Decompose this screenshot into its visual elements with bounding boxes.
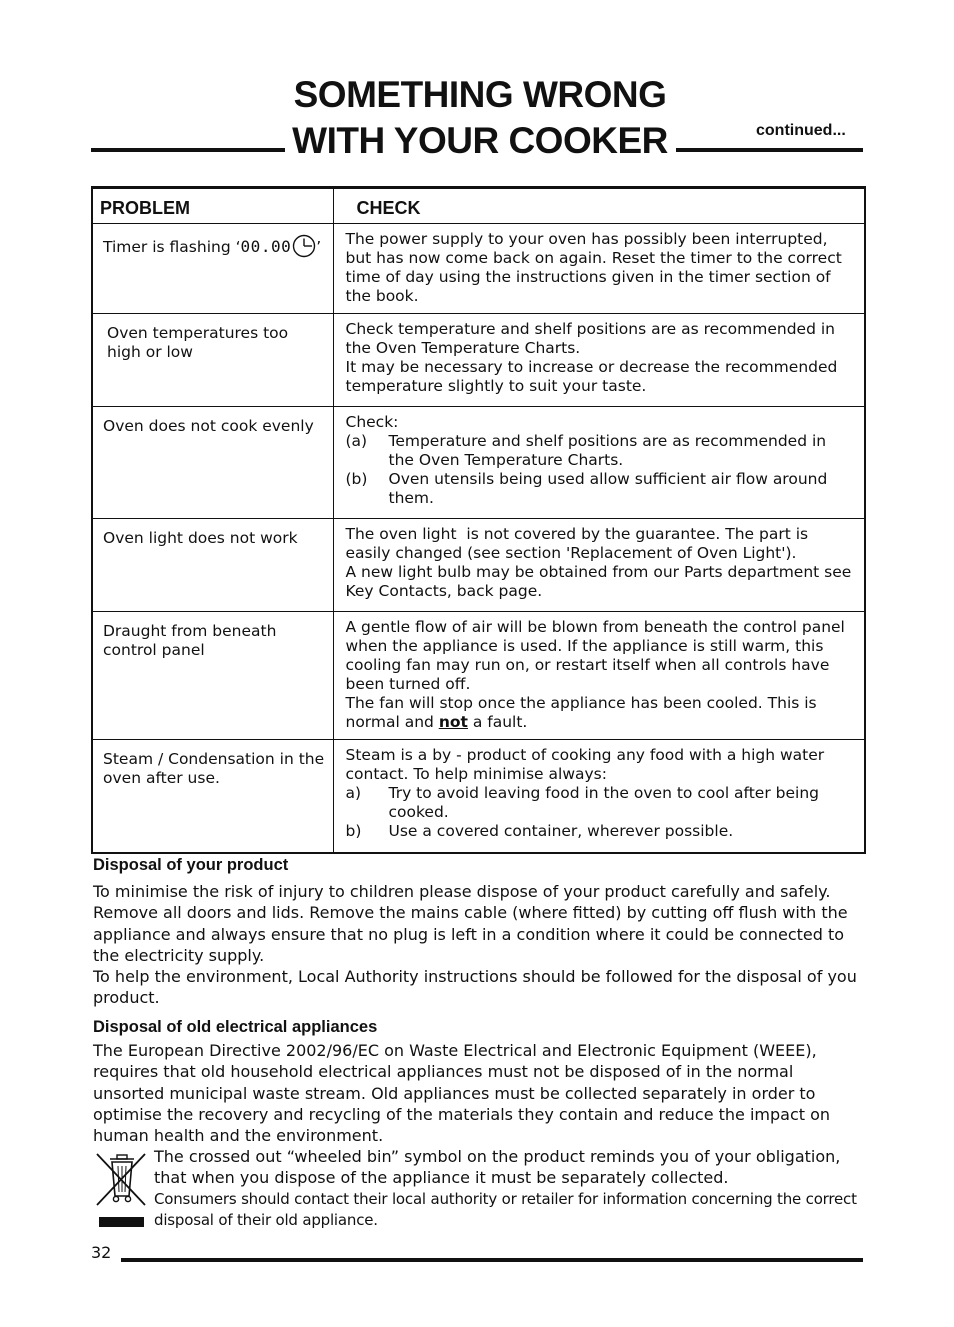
check-cell — [333, 519, 865, 612]
disposal-weee-text — [93, 1040, 863, 1146]
list-item — [346, 822, 855, 841]
list-item-text: Try to avoid leaving food in the oven to cool after being cooked. — [388, 784, 819, 821]
continued-label: continued... — [756, 122, 846, 139]
disposal-product-text — [93, 881, 863, 1009]
column-header-check: CHECK — [333, 188, 865, 224]
emphasis-not: not — [438, 713, 468, 731]
check-text: A gentle flow of air will be blown from beneath the control panel when the appliance is used. If the appliance is still warm, this cooling fan may run on, or restart itself when all controls have been turned off. — [345, 618, 845, 693]
problem-text: Timer is flashing — [103, 238, 231, 256]
check-cell — [333, 224, 865, 314]
problem-text: Oven temperatures too high or low — [107, 324, 289, 361]
check-cell — [333, 407, 865, 519]
paragraph: Consumers should contact their local authority or retailer for information concerning the correct disposal of their old appliance. — [154, 1189, 857, 1229]
timer-quote-open: ‘ — [235, 238, 241, 256]
list-item — [346, 470, 855, 508]
timer-display: 00.00 — [240, 237, 292, 256]
table-row — [92, 519, 865, 612]
footer-rule — [121, 1258, 863, 1262]
list-item-label: (a) — [345, 432, 368, 450]
disposal-product-heading: Disposal of your product — [93, 856, 289, 874]
problem-text: Oven does not cook evenly — [103, 417, 314, 435]
paragraph: To minimise the risk of injury to children please dispose of your product carefully and safely. Remove all doors and lids. Remove the mains cable (where fitted) by cutting off flush with the appliance and always ensure that no plug is left in a condition where it could be connected to the electricity supply. — [93, 882, 848, 965]
timer-quote-close: ’ — [316, 238, 322, 256]
check-text: The power supply to your oven has possibly been interrupted, but has now come back on again. Reset the timer to the correct time of day using the instructions given in the timer section of the book. — [345, 230, 842, 305]
table-header-row — [92, 188, 865, 224]
check-text-post: a fault. — [467, 713, 528, 731]
paragraph: The crossed out “wheeled bin” symbol on the product reminds you of your obligation, that when you dispose of the appliance it must be separately collected. — [154, 1147, 841, 1188]
problem-text: Draught from beneath control panel — [103, 622, 277, 659]
page-number: 32 — [91, 1243, 112, 1262]
table-row — [92, 314, 865, 407]
check-text: The oven light is not covered by the guarantee. The part is easily changed (see section 'Replacement of Oven Light'). — [345, 525, 814, 562]
clock-icon — [292, 234, 316, 263]
check-text: It may be necessary to increase or decrease the recommended temperature slightly to suit your taste. — [345, 358, 838, 395]
problem-cell — [92, 519, 333, 612]
weee-underline-bar — [99, 1217, 144, 1227]
weee-symbol-text — [154, 1146, 859, 1231]
problem-cell — [92, 407, 333, 519]
problem-cell — [92, 612, 333, 740]
check-text: A new light bulb may be obtained from our Parts department see Key Contacts, back page. — [345, 563, 852, 600]
table-row — [92, 740, 865, 854]
problem-text: Oven light does not work — [103, 529, 298, 547]
crossed-out-wheeled-bin-icon — [93, 1150, 149, 1212]
check-intro: Check: — [345, 413, 399, 431]
list-item-text: Use a covered container, wherever possible. — [388, 822, 734, 840]
paragraph: To help the environment, Local Authority instructions should be followed for the disposal of you product. — [93, 967, 857, 1008]
check-text-2 — [346, 694, 855, 732]
title-rule-left — [91, 148, 285, 152]
troubleshooting-table — [91, 186, 866, 854]
title-line-2: WITH YOUR COOKER — [292, 120, 668, 161]
list-item-text: Temperature and shelf positions are as recommended in the Oven Temperature Charts. — [388, 432, 827, 469]
problem-text: Steam / Condensation in the oven after use. — [103, 750, 325, 787]
check-cell — [333, 314, 865, 407]
check-text-pre: The fan will stop once the appliance has been cooled. This is normal and — [345, 694, 817, 731]
column-header-problem: PROBLEM — [92, 188, 333, 224]
list-item — [346, 432, 855, 470]
check-cell — [333, 740, 865, 854]
disposal-weee-heading: Disposal of old electrical appliances — [93, 1018, 378, 1036]
check-text: Check temperature and shelf positions are as recommended in the Oven Temperature Charts. — [345, 320, 835, 357]
title-line-1: SOMETHING WRONG — [293, 74, 667, 115]
page-title — [280, 72, 680, 164]
list-item — [346, 784, 855, 822]
list-item-label: (b) — [345, 470, 368, 488]
list-item-label: b) — [345, 822, 362, 840]
table-row — [92, 407, 865, 519]
check-intro: Steam is a by - product of cooking any food with a high water contact. To help minimise always: — [345, 746, 825, 783]
list-item-text: Oven utensils being used allow sufficient air flow around them. — [388, 470, 828, 507]
title-rule-right — [676, 148, 863, 152]
table-row — [92, 612, 865, 740]
table-row — [92, 224, 865, 314]
list-item-label: a) — [345, 784, 362, 802]
paragraph: The European Directive 2002/96/EC on Waste Electrical and Electronic Equipment (WEEE), requires that old household electrical appliances must not be disposed of in the normal unsorted municipal waste stream. Old appliances must be collected separately in order to optimise the recovery and recycling of the materials they contain and reduce the impact on human health and the environment. — [93, 1041, 831, 1146]
problem-cell — [92, 740, 333, 854]
check-cell — [333, 612, 865, 740]
problem-cell — [92, 314, 333, 407]
problem-cell — [92, 224, 333, 314]
